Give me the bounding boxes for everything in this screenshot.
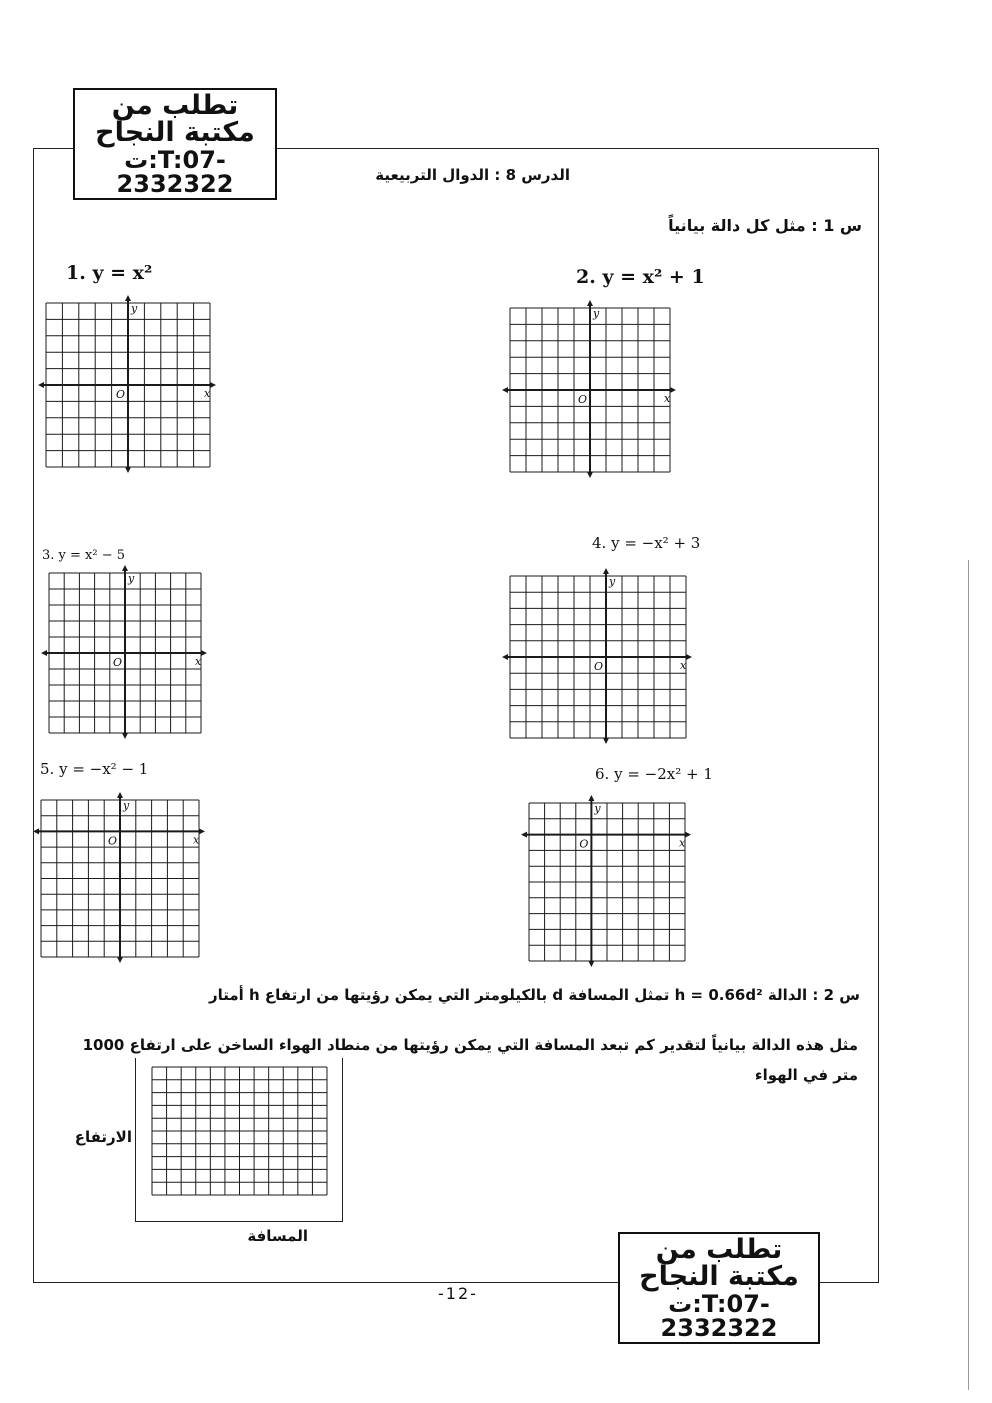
coordinate-grid-1[interactable]	[34, 291, 222, 479]
equation-1: 1. y = x²	[66, 262, 153, 284]
coordinate-grid-6[interactable]	[517, 791, 697, 973]
x-axis-arrow-right-icon	[685, 832, 691, 838]
question-2-line-1: س 2 : الدالة h = 0.66d² تمثل المسافة d بالكيلومتر التي يمكن رؤيتها من ارتفاع h أمتار	[208, 986, 860, 1004]
y-axis-arrow-up-icon	[603, 568, 609, 574]
coordinate-grid-2[interactable]	[498, 296, 682, 484]
bookstore-stamp-bottom	[618, 1232, 820, 1344]
x-axis-arrow-left-icon	[38, 382, 44, 388]
y-axis-label: y	[593, 307, 600, 320]
x-axis-arrow-left-icon	[41, 650, 47, 656]
question-2-line-2: مثل هذه الدالة بيانياً لتقدير كم تبعد المسافة التي يمكن رؤيتها من منطاد الهواء الساخن على ارتفاع 1000 متر في الهواء	[82, 1036, 858, 1084]
x-axis-arrow-left-icon	[502, 387, 508, 393]
stamp-phone: ت:T:07-2332322	[116, 146, 234, 198]
x-axis-label: x	[680, 659, 687, 672]
origin-label: O	[113, 656, 123, 669]
y-axis-arrow-up-icon	[588, 795, 594, 801]
x-axis-arrow-left-icon	[502, 654, 508, 660]
origin-label: O	[579, 837, 589, 851]
y-axis-arrow-up-icon	[587, 300, 593, 306]
origin-label: O	[108, 834, 118, 848]
coordinate-grid-4[interactable]	[498, 564, 698, 750]
q2-y-axis-label: الارتفاع	[74, 1128, 132, 1146]
x-axis-arrow-left-icon	[33, 828, 39, 834]
q2-x-axis-label: المسافة	[247, 1227, 308, 1245]
equation-3: 3. y = x² − 5	[42, 548, 126, 563]
stamp-arabic-text: تطلب من مكتبة النجاح	[639, 1234, 799, 1292]
stamp-arabic-text: تطلب من مكتبة النجاح	[95, 90, 255, 148]
y-axis-arrow-down-icon	[588, 961, 594, 967]
x-axis-arrow-right-icon	[199, 828, 205, 834]
origin-label: O	[594, 660, 604, 673]
y-axis-arrow-down-icon	[603, 738, 609, 744]
x-axis-arrow-right-icon	[210, 382, 216, 388]
y-axis-label: y	[609, 575, 616, 588]
coordinate-grid-3[interactable]	[37, 561, 213, 745]
y-axis-arrow-up-icon	[122, 565, 128, 571]
lesson-title: الدرس 8 : الدوال التربيعية	[375, 166, 570, 184]
coordinate-grid-5[interactable]	[29, 788, 211, 969]
x-axis-label: x	[204, 387, 211, 400]
q2-grid[interactable]	[140, 1055, 339, 1207]
question-1-prompt: س 1 : مثل كل دالة بيانياً	[668, 216, 862, 235]
origin-label: O	[116, 388, 126, 401]
x-axis-arrow-left-icon	[521, 832, 527, 838]
x-axis-arrow-right-icon	[670, 387, 676, 393]
y-axis-arrow-down-icon	[125, 467, 131, 473]
x-axis-label: x	[664, 392, 671, 405]
y-axis-arrow-down-icon	[587, 472, 593, 478]
equation-5: 5. y = −x² − 1	[40, 760, 149, 778]
x-axis-label: x	[195, 655, 202, 668]
x-axis-label: x	[193, 833, 200, 847]
bookstore-stamp-top	[73, 88, 277, 200]
y-axis-label: y	[128, 572, 135, 585]
equation-2: 2. y = x² + 1	[576, 266, 705, 288]
y-axis-label: y	[123, 799, 130, 812]
y-axis-label: y	[131, 302, 138, 315]
y-axis-arrow-down-icon	[117, 957, 123, 963]
stamp-phone: ت:T:07-2332322	[660, 1290, 778, 1342]
x-axis-arrow-right-icon	[686, 654, 692, 660]
page-edge-line	[968, 560, 969, 1390]
page-number: -12-	[438, 1284, 478, 1303]
y-axis-arrow-down-icon	[122, 733, 128, 739]
equation-6: 6. y = −2x² + 1	[595, 765, 713, 783]
equation-4: 4. y = −x² + 3	[592, 534, 701, 552]
x-axis-arrow-right-icon	[201, 650, 207, 656]
y-axis-label: y	[594, 802, 601, 815]
y-axis-arrow-up-icon	[117, 792, 123, 798]
x-axis-label: x	[679, 836, 686, 850]
y-axis-arrow-up-icon	[125, 295, 131, 301]
origin-label: O	[578, 393, 588, 406]
